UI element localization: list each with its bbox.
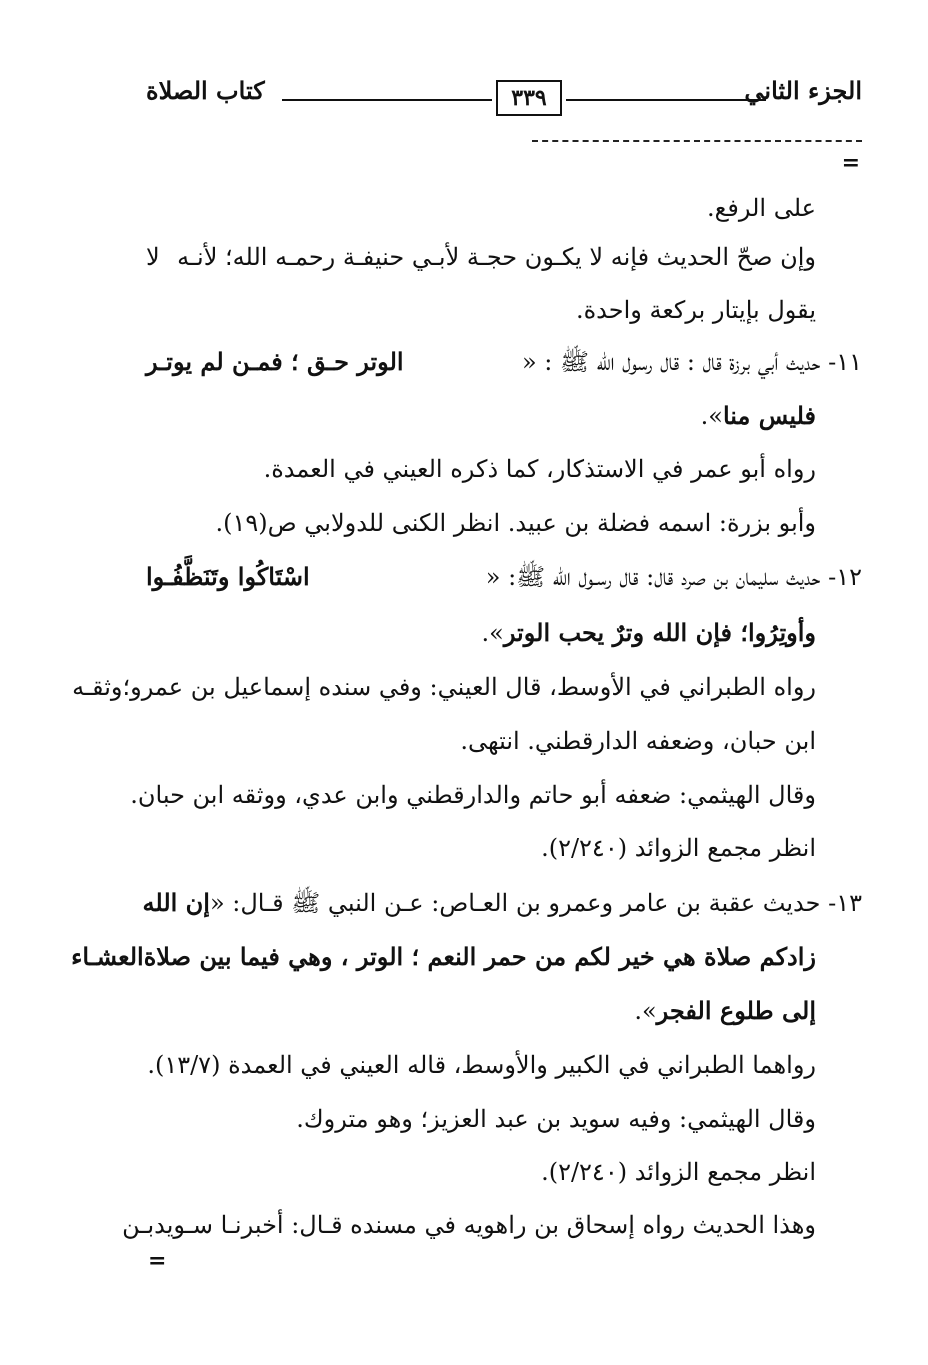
hadith-13-line-2 xyxy=(71,942,816,971)
text-line-3: يقول بإيتار بركعة واحدة. xyxy=(575,296,816,324)
hadith-11-line-1 xyxy=(146,347,862,376)
text-line-2-end: لا xyxy=(146,243,160,271)
header-rule-left xyxy=(282,99,492,101)
hadith-11-text: الوتر حـق ؛ فمـن لم يوتـر xyxy=(146,347,404,376)
hadith-13-text-mid-end: العشـاء xyxy=(71,942,144,971)
text-line-19: انظر مجمع الزوائد (٢/٢٤٠). xyxy=(541,1158,816,1186)
running-head-volume: الجزء الثاني xyxy=(744,76,862,105)
text-line-20 xyxy=(122,1211,816,1239)
quote-close-13: ». xyxy=(634,997,657,1025)
hadith-11-line-2 xyxy=(700,401,816,430)
running-head-book: كتاب الصلاة xyxy=(146,76,265,105)
text-line-11: ابن حبان، وضعفه الدارقطني. انتهى. xyxy=(460,727,816,755)
quote-close-12: ». xyxy=(481,619,504,647)
hadith-13-intro: ١٣- حديث عقبة بن عامر وعمرو بن العـاص: عـن النبي ﷺ قـال: « xyxy=(209,889,862,917)
hadith-13-text: إن الله xyxy=(142,888,210,917)
text-line-2 xyxy=(146,245,816,269)
hadith-13-line-3 xyxy=(634,996,816,1025)
text-line-7: وأبو بزرة: اسمه فضلة بن عبيد. انظر الكنى للدولابي ص(١٩). xyxy=(215,509,816,537)
footnote-separator xyxy=(532,140,862,142)
hadith-11-intro: ١١- حديث أبي برزة قال : قال رسول الله ﷺ : « xyxy=(521,348,862,376)
text-line-18: وقال الهيثمي: وفيه سويد بن عبد العزيز؛ وهو متروك. xyxy=(296,1105,816,1133)
hadith-12-line-1 xyxy=(146,562,862,591)
hadith-11-text-end: فليس منا xyxy=(722,401,816,430)
text-line-10-main: رواه الطبراني في الأوسط، قال العيني: وفي سنده إسماعيل بن عمرو؛ xyxy=(122,673,816,701)
hadith-12-text-end: وأوتِرُوا؛ فإن الله وترٌ يحب الوتر xyxy=(503,618,816,647)
continuation-mark-top: = xyxy=(841,150,860,176)
text-line-10-end: وثقـه xyxy=(72,673,123,701)
text-line-10 xyxy=(72,673,816,701)
page-number: ٣٣٩ xyxy=(511,85,547,111)
quote-close-11: ». xyxy=(700,402,723,430)
hadith-12-intro: ١٢- حديث سليمان بن صرد قال: قال رسـول الله ﷺ: « xyxy=(485,563,862,591)
text-line-20-main: وهذا الحديث رواه إسحاق بن راهويه في مسنده قـال: أخبرنـا سـويد xyxy=(154,1211,816,1239)
text-line-13: انظر مجمع الزوائد (٢/٢٤٠). xyxy=(541,834,816,862)
header-rule-right xyxy=(566,99,766,101)
text-line-12: وقال الهيثمي: ضعفه أبو حاتم والدارقطني وابن عدي، ووثقه ابن حبان. xyxy=(130,781,816,809)
hadith-12-text: اسْتَاكُوا وتَنَظَّفُـوا xyxy=(146,562,310,591)
page-number-box xyxy=(496,80,562,116)
hadith-13-text-mid: زادكم صلاة هي خير لكم من حمر النعم ؛ الوتر ، وهي فيما بين صلاة xyxy=(143,942,816,971)
text-line-17: رواهما الطبراني في الكبير والأوسط، قاله العيني في العمدة (١٣/٧). xyxy=(147,1051,816,1079)
hadith-13-text-end: إلى طلوع الفجر xyxy=(656,996,816,1025)
hadith-12-line-2 xyxy=(481,618,817,647)
hadith-13-line-1 xyxy=(142,888,862,917)
text-line-2-main: وإن صحّ الحديث فإنه لا يكـون حجـة لأبـي حنيفـة رحمـه الله؛ لأنـه xyxy=(177,243,816,271)
continuation-mark-bottom: = xyxy=(148,1248,167,1274)
text-line-1: على الرفع. xyxy=(707,194,816,222)
text-line-6: رواه أبو عمر في الاستذكار، كما ذكره العيني في العمدة. xyxy=(263,455,816,483)
text-line-20-end: بـن xyxy=(122,1211,155,1239)
